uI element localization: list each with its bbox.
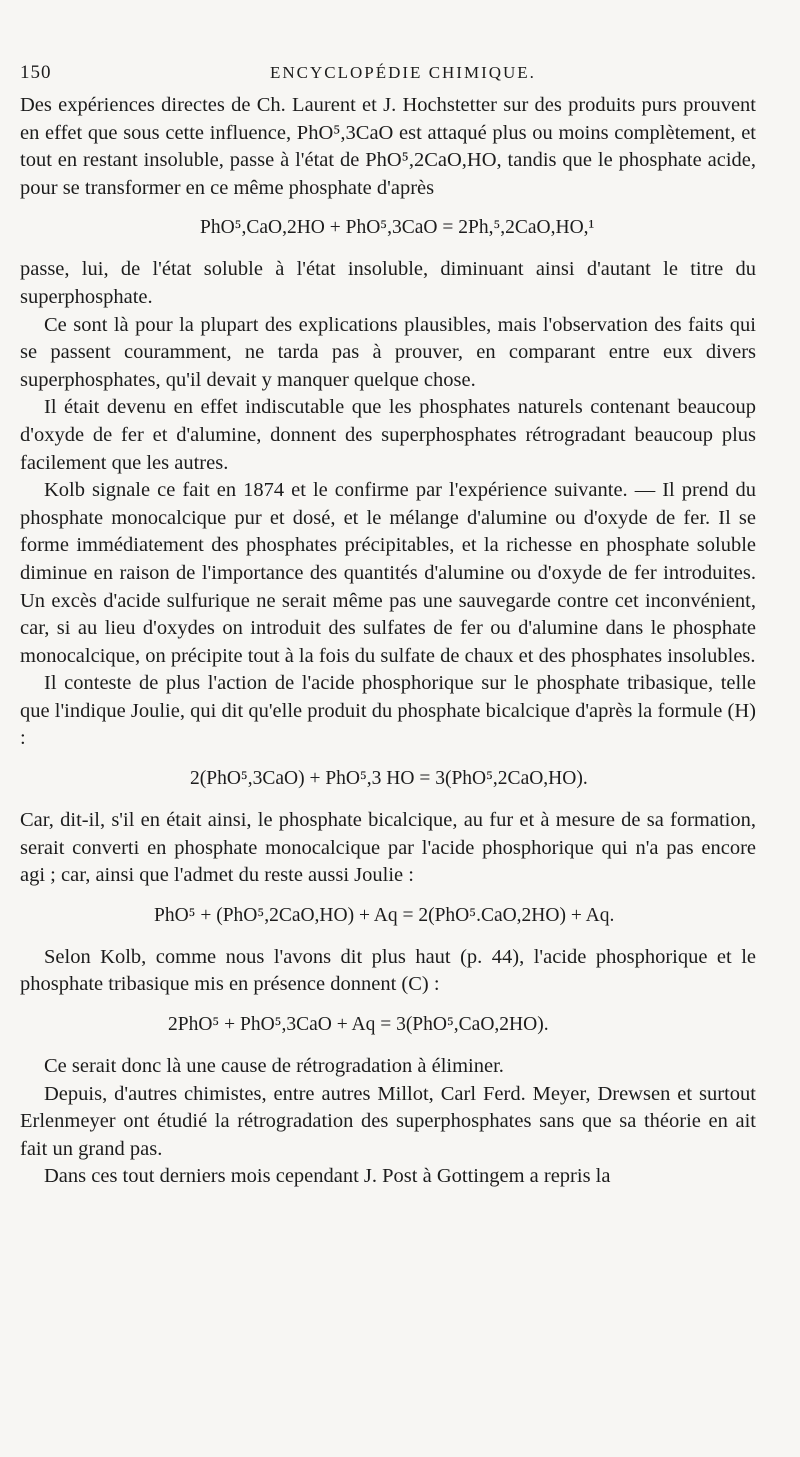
paragraph: Ce serait donc là une cause de rétrogradation à éliminer.	[44, 1055, 504, 1078]
chemical-formula: 2PhO⁵ + PhO⁵,3CaO + Aq = 3(PhO⁵,CaO,2HO).	[168, 1014, 549, 1036]
chemical-formula: PhO⁵,CaO,2HO + PhO⁵,3CaO = 2Ph,⁵,2CaO,HO,¹	[200, 217, 595, 239]
paragraph: Il était devenu en effet indiscutable que les phosphates naturels contenant beaucoup d'oxyde de fer et d'alumine, donnent des superphosphates rétrogradant beaucoup plus facilement que les autres.	[20, 396, 756, 474]
paragraph: Il conteste de plus l'action de l'acide phosphorique sur le phosphate tribasique, telle que l'indique Joulie, qui dit qu'elle produit du phosphate bicalcique d'après la formule (H) :	[20, 672, 756, 750]
paragraph: Kolb signale ce fait en 1874 et le confirme par l'expérience suivante. — Il prend du phosphate monocalcique pur et dosé, et le mélange d'alumine ou d'oxyde de fer. Il se forme immédiatement des phosphates précipitables, et la richesse en phosphate soluble diminue en raison de l'importance des quantités d'alumine ou d'oxyde de fer introduites. Un excès d'acide sulfurique ne serait même pas une sauvegarde contre cet inconvénient, car, si au lieu d'oxydes on introduit des sulfates de fer ou d'alumine dans le phosphate monocalcique, on précipite tout à la fois du sulfate de chaux et des phosphates insolubles.	[20, 479, 756, 667]
paragraph: Des expériences directes de Ch. Laurent et J. Hochstetter sur des produits purs prouvent en effet que sous cette influence, PhO⁵,3CaO est attaqué plus ou moins complètement, et tout en restant insoluble, passe à l'état de PhO⁵,2CaO,HO, tandis que le phosphate acide, pour se transformer en ce même phosphate d'après	[20, 94, 756, 199]
page-number: 150	[20, 62, 52, 83]
chemical-formula: PhO⁵ + (PhO⁵,2CaO,HO) + Aq = 2(PhO⁵.CaO,2HO) + Aq.	[154, 904, 615, 926]
chemical-formula: 2(PhO⁵,3CaO) + PhO⁵,3 HO = 3(PhO⁵,2CaO,HO).	[190, 768, 588, 790]
paragraph: Ce sont là pour la plupart des explications plausibles, mais l'observation des faits qui se passent couramment, ne tarda pas à prouver, en comparant entre eux divers superphosphates, qu'il devait y manquer quelque chose.	[20, 313, 756, 391]
paragraph: Depuis, d'autres chimistes, entre autres Millot, Carl Ferd. Meyer, Drewsen et surtout Erlenmeyer ont étudié la rétrogradation des superphosphates sans que sa théorie en ait fait un grand pas.	[20, 1082, 756, 1160]
paragraph: Dans ces tout derniers mois cependant J. Post à Gottingem a repris la	[44, 1165, 611, 1188]
paragraph: Car, dit-il, s'il en était ainsi, le phosphate bicalcique, au fur et à mesure de sa formation, serait converti en phosphate monocalcique par l'acide phosphorique qui n'a pas encore agi ; car, ainsi que l'admet du reste aussi Joulie :	[20, 809, 756, 887]
page-header	[20, 62, 756, 84]
running-title: ENCYCLOPÉDIE CHIMIQUE.	[270, 63, 536, 82]
paragraph: passe, lui, de l'état soluble à l'état insoluble, diminuant ainsi d'autant le titre du superphosphate.	[20, 258, 756, 308]
paragraph: Selon Kolb, comme nous l'avons dit plus haut (p. 44), l'acide phosphorique et le phosphate tribasique mis en présence donnent (C) :	[20, 945, 756, 996]
